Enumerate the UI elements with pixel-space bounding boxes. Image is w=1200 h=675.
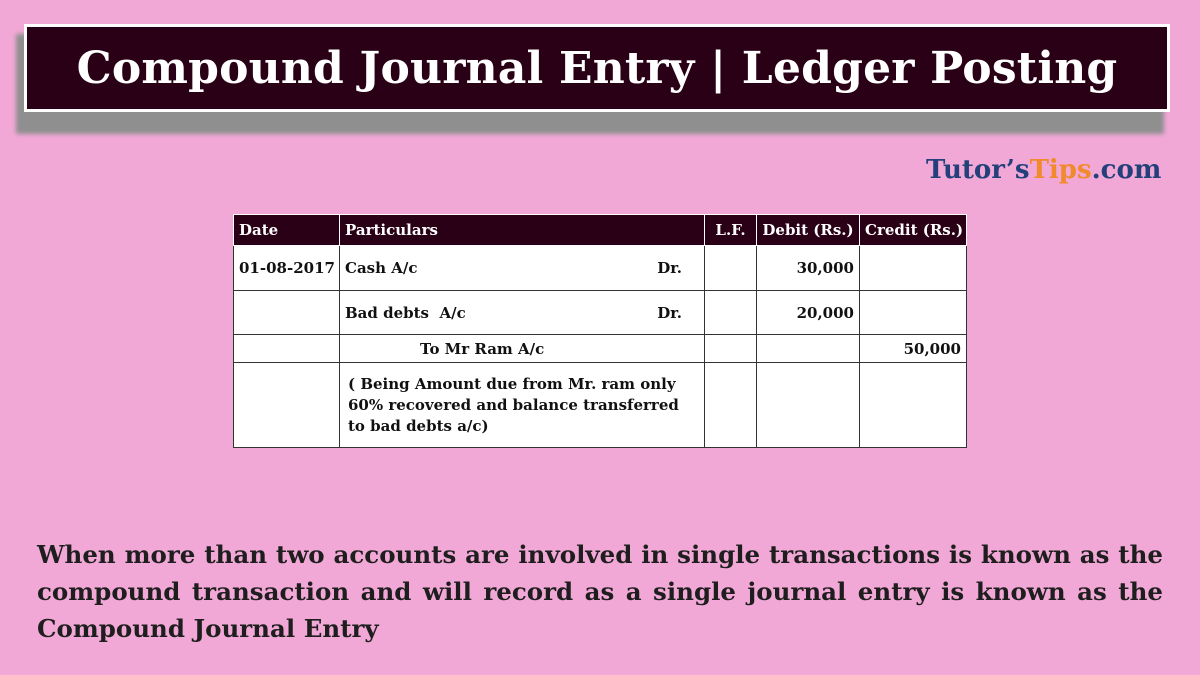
header-lf: L.F. [705, 215, 757, 246]
brand-name-part1: Tutor’s [926, 155, 1030, 185]
description-text: When more than two accounts are involved in single transactions is known as the compound transaction and will record as a single journal entry is known as the Compound Journal Entry [37, 540, 1163, 643]
table-row [234, 363, 967, 448]
cell-credit [860, 246, 967, 291]
particulars-text: Cash A/c [345, 259, 418, 277]
table-row [234, 291, 967, 335]
brand-logo [926, 155, 1161, 185]
title-bar [24, 24, 1170, 112]
cell-particulars [340, 291, 705, 335]
header-credit: Credit (Rs.) [860, 215, 967, 246]
table-row [234, 246, 967, 291]
cell-particulars [340, 246, 705, 291]
cell-date [234, 363, 340, 448]
table-row [234, 335, 967, 363]
cell-lf [705, 363, 757, 448]
cell-date: 01-08-2017 [234, 246, 340, 291]
cell-debit [757, 363, 860, 448]
brand-name-part2: Tips [1029, 155, 1092, 185]
cell-debit: 20,000 [757, 291, 860, 335]
dr-marker: Dr. [657, 259, 682, 277]
cell-debit [757, 335, 860, 363]
dr-marker: Dr. [657, 303, 682, 322]
header-particulars: Particulars [340, 215, 705, 246]
cell-date [234, 335, 340, 363]
cell-debit: 30,000 [757, 246, 860, 291]
journal-table [233, 214, 967, 448]
cell-lf [705, 246, 757, 291]
cell-particulars: To Mr Ram A/c [340, 335, 705, 363]
header-date: Date [234, 215, 340, 246]
cell-credit: 50,000 [860, 335, 967, 363]
page-title: Compound Journal Entry | Ledger Posting [76, 42, 1118, 94]
cell-lf [705, 335, 757, 363]
cell-credit [860, 363, 967, 448]
cell-date [234, 291, 340, 335]
cell-narration: ( Being Amount due from Mr. ram only 60% recovered and balance transferred to bad debts a/c) [340, 363, 705, 448]
cell-credit [860, 291, 967, 335]
header-debit: Debit (Rs.) [757, 215, 860, 246]
table-header-row [234, 215, 967, 246]
cell-lf [705, 291, 757, 335]
brand-name-part3: .com [1091, 155, 1162, 185]
particulars-text: Bad debts A/c [345, 303, 466, 322]
